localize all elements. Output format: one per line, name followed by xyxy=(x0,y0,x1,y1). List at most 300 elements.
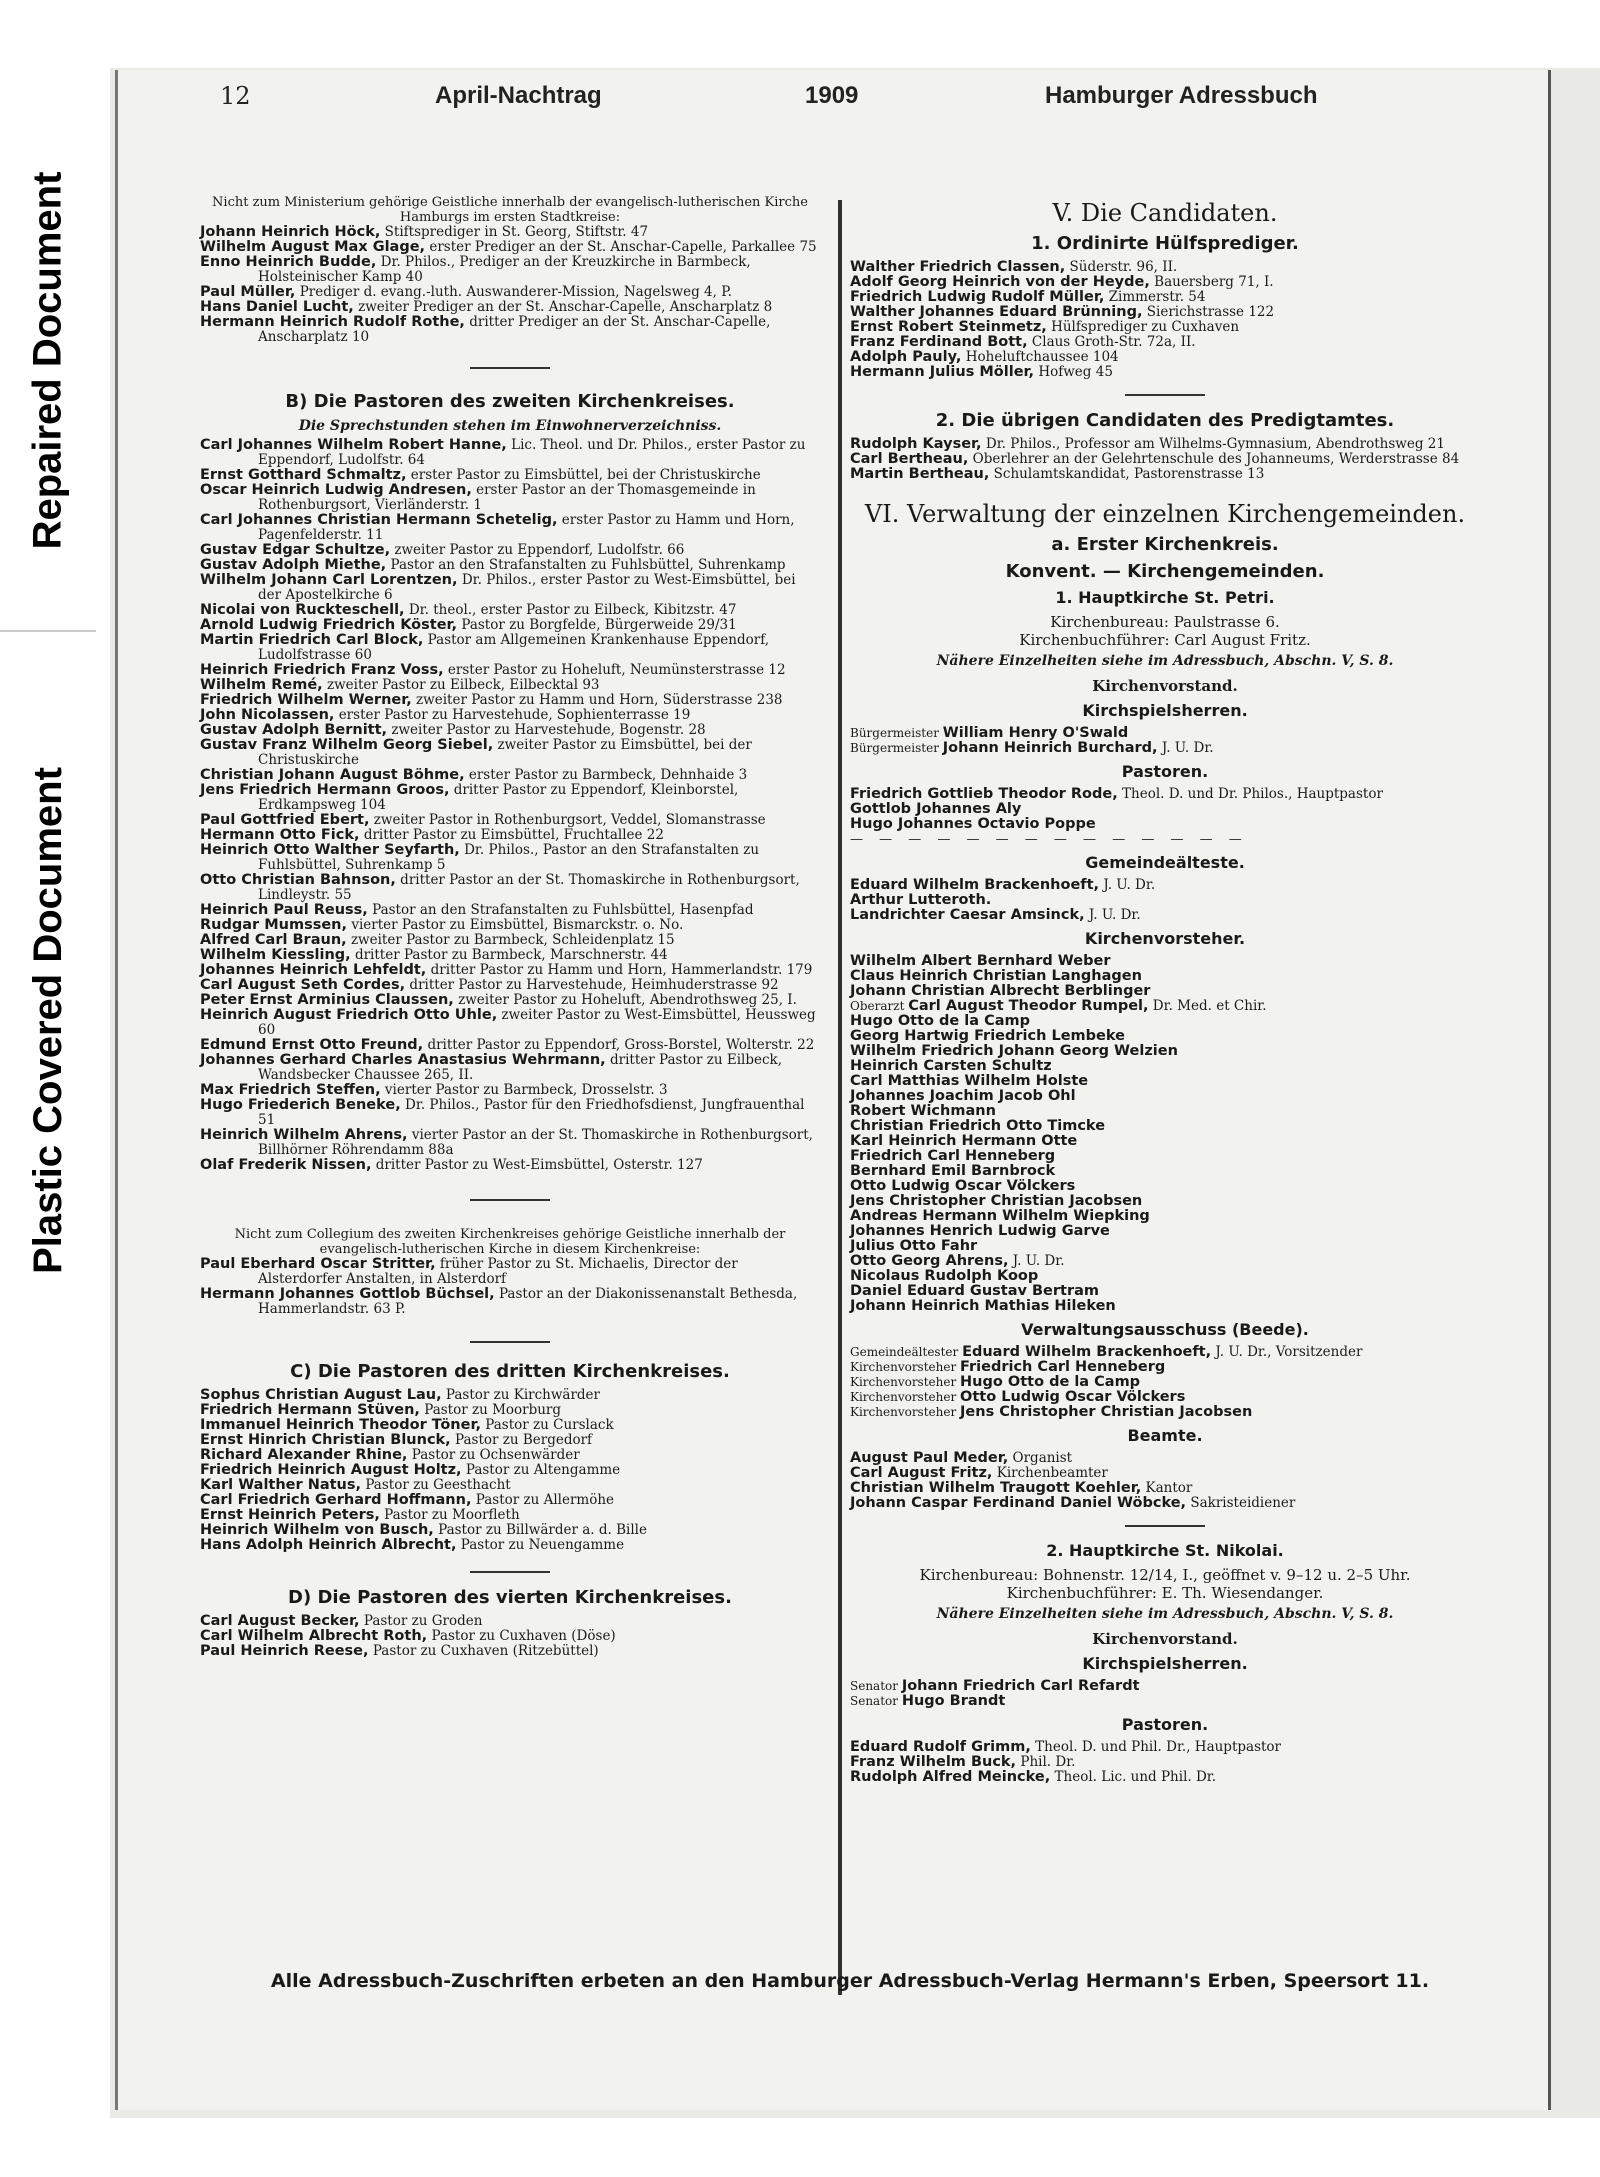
entry-detail: zweiter Pastor zu Hoheluft, Abendrothsweg 25, I. xyxy=(453,992,797,1008)
entry-name: Georg Hartwig Friedrich Lembeke xyxy=(850,1028,1125,1044)
entry-name: Jens Friedrich Hermann Groos, xyxy=(200,782,450,798)
entry xyxy=(850,335,1480,350)
entry-name: Rudolph Alfred Meincke, xyxy=(850,1769,1051,1785)
entry-name: Christian Wilhelm Traugott Koehler, xyxy=(850,1480,1142,1496)
entry-name: Max Friedrich Steffen, xyxy=(200,1082,381,1098)
entry-name: Christian Friedrich Otto Timcke xyxy=(850,1118,1106,1134)
entry-name: Franz Wilhelm Buck, xyxy=(850,1754,1017,1770)
church-title: 1. Hauptkirche St. Petri. xyxy=(1055,588,1275,607)
entry-detail: Pastor zu Allermöhe xyxy=(471,1492,615,1508)
entry-name: Friedrich Gottlieb Theodor Rode, xyxy=(850,786,1118,802)
entry-detail: zweiter Pastor zu Harvestehude, Bogenstr. 28 xyxy=(387,722,706,738)
entry-name: Carl August Fritz, xyxy=(850,1465,993,1481)
entry-name: Carl Friedrich Gerhard Hoffmann, xyxy=(200,1492,472,1508)
group-heading: Gemeindeälteste. xyxy=(1085,853,1245,872)
entry-detail: erster Prediger an der St. Anschar-Capelle, Parkallee 75 xyxy=(425,239,817,255)
entry xyxy=(850,1269,1480,1284)
entry xyxy=(200,903,820,918)
entry xyxy=(850,817,1480,832)
entry-detail: zweiter Pastor zu West-Eimsbüttel, Heussweg 60 xyxy=(258,1007,816,1038)
entry xyxy=(850,984,1480,999)
entry xyxy=(850,1149,1480,1164)
entry-name: Jens Christopher Christian Jacobsen xyxy=(850,1193,1143,1209)
entry xyxy=(850,999,1480,1014)
entry-list xyxy=(850,1679,1480,1709)
entry-role: Senator xyxy=(850,1694,902,1708)
entry-detail: Theol. D. und Phil. Dr., Hauptpastor xyxy=(1030,1739,1282,1755)
group-heading: Pastoren. xyxy=(1121,762,1209,781)
entry xyxy=(850,1224,1480,1239)
entry-name: Otto Georg Ahrens, xyxy=(850,1253,1009,1269)
entry xyxy=(200,723,820,738)
entry-name: Walther Johannes Eduard Brünning, xyxy=(850,304,1143,320)
entry-name: Johannes Heinrich Lehfeldt, xyxy=(200,962,427,978)
entry xyxy=(850,1074,1480,1089)
entry xyxy=(200,993,820,1008)
subsection-heading: Konvent. — Kirchengemeinden. xyxy=(1005,561,1325,582)
section-note: Die Sprechstunden stehen im Einwohnerverzeichniss. xyxy=(298,418,722,434)
entry-name: Hugo Johannes Octavio Poppe xyxy=(850,816,1096,832)
entry-detail: erster Pastor zu Hoheluft, Neumünsterstrasse 12 xyxy=(443,662,786,678)
entry xyxy=(200,933,820,948)
entry xyxy=(850,1466,1480,1481)
entry-name: Ernst Gotthard Schmaltz, xyxy=(200,467,407,483)
entry xyxy=(850,1209,1480,1224)
entry xyxy=(200,1287,820,1317)
entry-name: Gustav Edgar Schultze, xyxy=(200,542,391,558)
entry-list xyxy=(850,1451,1480,1511)
repaired-document-tab xyxy=(0,90,96,632)
entry-role: Kirchenvorsteher xyxy=(850,1375,961,1389)
entry-name: Johannes Gerhard Charles Anastasius Wehrmann, xyxy=(200,1052,606,1068)
entry-detail: J. U. Dr., Vorsitzender xyxy=(1211,1344,1363,1360)
entry-list xyxy=(200,438,820,1173)
entry xyxy=(200,513,820,543)
entry xyxy=(850,305,1480,320)
entry-name: Johann Friedrich Carl Refardt xyxy=(901,1678,1140,1694)
entry-name: Eduard Wilhelm Brackenhoeft, xyxy=(962,1344,1212,1360)
entry-name: Carl Johannes Wilhelm Robert Hanne, xyxy=(200,437,507,453)
entry-list xyxy=(850,260,1480,380)
entry xyxy=(850,1029,1480,1044)
entry-name: Arnold Ludwig Friedrich Köster, xyxy=(200,617,458,633)
entry-name: Hugo Friederich Beneke, xyxy=(200,1097,401,1113)
entry-detail: dritter Pastor zu West-Eimsbüttel, Osterstr. 127 xyxy=(371,1157,703,1173)
entry-detail: Sierichstrasse 122 xyxy=(1142,304,1275,320)
entry xyxy=(200,978,820,993)
entry-detail: J. U. Dr. xyxy=(1008,1253,1065,1269)
section-rule xyxy=(470,1571,550,1573)
entry xyxy=(200,558,820,573)
entry-name: Robert Wichmann xyxy=(850,1103,996,1119)
entry-name: Heinrich Carsten Schultz xyxy=(850,1058,1052,1074)
plastic-covered-label: Plastic Covered Document xyxy=(25,766,70,1274)
entry-name: Andreas Hermann Wilhelm Wiepking xyxy=(850,1208,1150,1224)
left-column xyxy=(200,195,820,1659)
intro-text: Nicht zum Ministerium gehörige Geistliche innerhalb der evangelisch-lutherischen Kirche Hamburgs im ersten Stadtkreise: xyxy=(212,195,808,225)
section-rule xyxy=(1125,1525,1205,1527)
entry-detail: Kantor xyxy=(1141,1480,1193,1496)
entry xyxy=(850,1360,1480,1375)
entry-name: Claus Heinrich Christian Langhagen xyxy=(850,968,1142,984)
entry-name: Johann Heinrich Höck, xyxy=(200,224,381,240)
entry-name: Johann Caspar Ferdinand Daniel Wöbcke, xyxy=(850,1495,1187,1511)
entry xyxy=(850,1679,1480,1694)
entry-detail: früher Pastor zu St. Michaelis, Director der Alsterdorfer Anstalten, in Alsterdorf xyxy=(258,1256,738,1287)
entry-detail: erster Pastor zu Harvestehude, Sophienterrasse 19 xyxy=(334,707,691,723)
entry-name: Wilhelm Remé, xyxy=(200,677,323,693)
entry-detail: Organist xyxy=(1008,1450,1073,1466)
entry xyxy=(200,768,820,783)
entry xyxy=(200,1418,820,1433)
group-heading: Kirchspielsherren. xyxy=(1082,1654,1248,1673)
entry-role: Senator xyxy=(850,1679,902,1693)
entry xyxy=(850,365,1480,380)
entry xyxy=(200,1403,820,1418)
section-heading: C) Die Pastoren des dritten Kirchenkreises. xyxy=(290,1361,730,1382)
entry-name: August Paul Meder, xyxy=(850,1450,1009,1466)
entry-name: Ernst Robert Steinmetz, xyxy=(850,319,1047,335)
entry xyxy=(200,663,820,678)
entry xyxy=(200,1629,820,1644)
entry xyxy=(200,828,820,843)
chapter-heading: V. Die Candidaten. xyxy=(1052,199,1278,227)
entry-name: Otto Christian Bahnson, xyxy=(200,872,396,888)
entry-name: Rudolph Kayser, xyxy=(850,436,982,452)
entry xyxy=(200,693,820,708)
entry xyxy=(850,260,1480,275)
footer-notice: Alle Adressbuch-Zuschriften erbeten an den Hamburger Adressbuch-Verlag Hermann's Erben, Speersort 11. xyxy=(270,1970,1430,1992)
entry-name: Friedrich Wilhelm Werner, xyxy=(200,692,412,708)
entry xyxy=(850,1481,1480,1496)
entry-detail: Pastor zu Groden xyxy=(359,1613,483,1629)
page-header xyxy=(110,82,1520,122)
entry-detail: Prediger d. evang.-luth. Auswanderer-Mission, Nagelsweg 4, P. xyxy=(295,284,732,300)
entry-role: Kirchenvorsteher xyxy=(850,1390,961,1404)
entry-name: Hermann Julius Möller, xyxy=(850,364,1035,380)
entry-detail: dritter Pastor an der St. Thomaskirche in Rothenburgsort, Lindleystr. 55 xyxy=(258,872,800,903)
group-heading: Verwaltungsausschuss (Beede). xyxy=(1021,1320,1309,1339)
entry-name: Oscar Heinrich Ludwig Andresen, xyxy=(200,482,472,498)
entry-list xyxy=(200,1388,820,1553)
entry-name: William Henry O'Swald xyxy=(942,725,1129,741)
entry xyxy=(850,741,1480,756)
entry-detail: Pastor zu Geesthacht xyxy=(361,1477,511,1493)
entry-name: Franz Ferdinand Bott, xyxy=(850,334,1028,350)
entry xyxy=(850,954,1480,969)
entry-detail: Sakristeidiener xyxy=(1186,1495,1296,1511)
entry xyxy=(200,1508,820,1523)
entry xyxy=(200,225,820,240)
entry xyxy=(200,438,820,468)
entry-detail: Pastor zu Cuxhaven (Ritzebüttel) xyxy=(368,1643,599,1659)
entry-name: Olaf Frederik Nissen, xyxy=(200,1157,372,1173)
entry-detail: erster Pastor zu Hamm und Horn, Pagenfelderstr. 11 xyxy=(258,512,795,543)
entry-detail: Dr. theol., erster Pastor zu Eilbeck, Kibitzstr. 47 xyxy=(404,602,737,618)
section-rule xyxy=(470,1341,550,1343)
entry xyxy=(850,1044,1480,1059)
entry xyxy=(850,1254,1480,1269)
entry xyxy=(850,350,1480,365)
entry-list xyxy=(850,1740,1480,1785)
entry-name: Hans Daniel Lucht, xyxy=(200,299,354,315)
entry xyxy=(850,1179,1480,1194)
entry xyxy=(200,1098,820,1128)
right-column xyxy=(850,195,1480,1785)
entry-name: Edmund Ernst Otto Freund, xyxy=(200,1037,424,1053)
entry-role: Oberarzt xyxy=(850,999,909,1013)
entry-name: Johannes Joachim Jacob Ohl xyxy=(850,1088,1076,1104)
entry-name: Adolph Pauly, xyxy=(850,349,962,365)
entry xyxy=(200,813,820,828)
entry-detail: zweiter Pastor zu Eimsbüttel, bei der Christuskirche xyxy=(258,737,752,768)
entry-name: Paul Müller, xyxy=(200,284,296,300)
church-bureau: Kirchenbureau: Bohnenstr. 12/14, I., geöffnet v. 9–12 u. 2–5 Uhr. xyxy=(919,1566,1411,1584)
entry xyxy=(200,963,820,978)
entry-name: Hermann Johannes Gottlob Büchsel, xyxy=(200,1286,495,1302)
entry xyxy=(200,255,820,285)
entry-name: Carl Johannes Christian Hermann Schetelig, xyxy=(200,512,558,528)
entry-list xyxy=(200,1257,820,1317)
entry-detail: Stiftsprediger in St. Georg, Stiftstr. 47 xyxy=(380,224,649,240)
entry-name: Gustav Adolph Bernitt, xyxy=(200,722,388,738)
entry-name: Paul Heinrich Reese, xyxy=(200,1643,369,1659)
entry xyxy=(200,843,820,873)
entry xyxy=(850,1375,1480,1390)
entry-list xyxy=(850,787,1480,832)
section-rule xyxy=(470,1199,550,1201)
entry-detail: erster Pastor zu Eimsbüttel, bei der Christuskirche xyxy=(406,467,761,483)
entry xyxy=(200,1053,820,1083)
entry-detail: erster Pastor zu Barmbeck, Dehnhaide 3 xyxy=(464,767,748,783)
entry xyxy=(850,1134,1480,1149)
section-rule xyxy=(470,367,550,369)
entry xyxy=(850,802,1480,817)
entry xyxy=(850,893,1480,908)
entry xyxy=(850,1770,1480,1785)
entry xyxy=(200,468,820,483)
church-bookkeeper: Kirchenbuchführer: E. Th. Wiesendanger. xyxy=(1006,1584,1324,1602)
entry-name: Paul Gottfried Ebert, xyxy=(200,812,370,828)
entry xyxy=(850,1194,1480,1209)
entry-detail: Pastor zu Neuengamme xyxy=(456,1537,625,1553)
entry-name: Friedrich Heinrich August Holtz, xyxy=(200,1462,462,1478)
entry-name: Ernst Hinrich Christian Blunck, xyxy=(200,1432,451,1448)
entry-name: Heinrich Otto Walther Seyfarth, xyxy=(200,842,460,858)
board-heading: Kirchenvorstand. xyxy=(1092,677,1238,695)
entry-name: Heinrich Paul Reuss, xyxy=(200,902,368,918)
entry-name: Heinrich August Friedrich Otto Uhle, xyxy=(200,1007,498,1023)
entry xyxy=(200,300,820,315)
entry-name: Alfred Carl Braun, xyxy=(200,932,347,948)
entry xyxy=(850,437,1480,452)
entry xyxy=(850,1694,1480,1709)
entry xyxy=(200,1478,820,1493)
entry-detail: Kirchenbeamter xyxy=(992,1465,1108,1481)
entry xyxy=(200,1257,820,1287)
entry xyxy=(200,1158,820,1173)
entry xyxy=(200,1008,820,1038)
section-heading: D) Die Pastoren des vierten Kirchenkreises. xyxy=(288,1587,732,1608)
page-number: 12 xyxy=(220,82,251,110)
entry-list xyxy=(200,225,820,345)
entry-name: Walther Friedrich Classen, xyxy=(850,259,1066,275)
church-title: 2. Hauptkirche St. Nikolai. xyxy=(1046,1541,1284,1560)
entry-detail: Zimmerstr. 54 xyxy=(1104,289,1206,305)
entry-name: Eduard Rudolf Grimm, xyxy=(850,1739,1031,1755)
subsection-heading: 1. Ordinirte Hülfsprediger. xyxy=(1031,233,1299,254)
entry-name: Ernst Heinrich Peters, xyxy=(200,1507,380,1523)
entry xyxy=(850,1119,1480,1134)
entry-detail: Oberlehrer an der Gelehrtenschule des Johanneums, Werderstrasse 84 xyxy=(968,451,1460,467)
entry-detail: vierter Pastor zu Eimsbüttel, Bismarckstr. o. No. xyxy=(347,917,684,933)
entry-name: Peter Ernst Arminius Claussen, xyxy=(200,992,454,1008)
subsection-heading: a. Erster Kirchenkreis. xyxy=(1051,534,1279,555)
entry-detail: dritter Pastor zu Eilbeck, Wandsbecker Chaussee 265, II. xyxy=(258,1052,782,1083)
entry-detail: Schulamtskandidat, Pastorenstrasse 13 xyxy=(989,466,1265,482)
entry-role: Gemeindeältester xyxy=(850,1345,963,1359)
entry-list xyxy=(850,437,1480,482)
entry xyxy=(200,1493,820,1508)
entry-name: Wilhelm Kiessling, xyxy=(200,947,351,963)
entry xyxy=(200,1463,820,1478)
entry xyxy=(850,452,1480,467)
entry-name: Hugo Otto de la Camp xyxy=(850,1013,1031,1029)
entry-name: Julius Otto Fahr xyxy=(850,1238,978,1254)
entry xyxy=(200,1433,820,1448)
entry-detail: Hofweg 45 xyxy=(1034,364,1113,380)
entry-detail: dritter Pastor zu Eimsbüttel, Fruchtallee 22 xyxy=(359,827,664,843)
entry-name: Karl Heinrich Hermann Otte xyxy=(850,1133,1078,1149)
entry xyxy=(200,315,820,345)
church-bookkeeper: Kirchenbuchführer: Carl August Fritz. xyxy=(1019,631,1311,649)
entry-detail: Pastor zu Borgfelde, Bürgerweide 29/31 xyxy=(457,617,737,633)
entry-name: Otto Ludwig Oscar Völckers xyxy=(850,1178,1076,1194)
entry-name: Christian Johann August Böhme, xyxy=(200,767,465,783)
entry xyxy=(200,1523,820,1538)
entry xyxy=(850,878,1480,893)
entry-name: Hugo Otto de la Camp xyxy=(960,1374,1141,1390)
entry-name: Karl Walther Natus, xyxy=(200,1477,362,1493)
entry-detail: Phil. Dr. xyxy=(1016,1754,1076,1770)
entry-detail: Claus Groth-Str. 72a, II. xyxy=(1027,334,1196,350)
entry-list xyxy=(850,878,1480,923)
group-heading: Kirchenvorsteher. xyxy=(1084,929,1246,948)
section-heading: B) Die Pastoren des zweiten Kirchenkreises. xyxy=(285,391,735,412)
entry xyxy=(200,1448,820,1463)
entry xyxy=(850,1164,1480,1179)
entry xyxy=(850,1284,1480,1299)
entry-detail: Pastor am Allgemeinen Krankenhause Eppendorf, Ludolfstrasse 60 xyxy=(258,632,769,663)
entry-name: Heinrich Friedrich Franz Voss, xyxy=(200,662,444,678)
entry xyxy=(200,918,820,933)
entry-detail: Lic. Theol. und Dr. Philos., erster Pastor zu Eppendorf, Ludolfstr. 64 xyxy=(258,437,806,468)
entry xyxy=(200,1614,820,1629)
entry-detail: zweiter Pastor zu Hamm und Horn, Süderstrasse 238 xyxy=(411,692,783,708)
entry-detail: Pastor an den Strafanstalten zu Fuhlsbüttel, Suhrenkamp xyxy=(386,557,786,573)
entry-detail: zweiter Pastor zu Eilbeck, Eilbecktal 93 xyxy=(322,677,600,693)
entry-name: Otto Ludwig Oscar Völckers xyxy=(960,1389,1186,1405)
entry xyxy=(200,708,820,723)
header-section: April-Nachtrag xyxy=(435,82,602,109)
entry-name: Nicolaus Rudolph Koop xyxy=(850,1268,1039,1284)
entry-name: Nicolai von Ruckteschell, xyxy=(200,602,405,618)
entry-detail: vierter Pastor zu Barmbeck, Drosselstr. 3 xyxy=(380,1082,668,1098)
dash-line: — — — — — — — — — — — — — — xyxy=(850,832,1248,847)
entry-name: Eduard Wilhelm Brackenhoeft, xyxy=(850,877,1100,893)
entry-name: Friedrich Carl Henneberg xyxy=(850,1148,1056,1164)
entry-name: Richard Alexander Rhine, xyxy=(200,1447,408,1463)
entry-name: Sophus Christian August Lau, xyxy=(200,1387,442,1403)
entry-detail: zweiter Pastor zu Barmbeck, Schleidenplatz 15 xyxy=(346,932,675,948)
entry xyxy=(850,467,1480,482)
entry-name: Rudgar Mumssen, xyxy=(200,917,348,933)
church-note: Nähere Einzelheiten siehe im Adressbuch, Abschn. V, S. 8. xyxy=(936,1606,1394,1622)
entry-name: Jens Christopher Christian Jacobsen xyxy=(960,1404,1253,1420)
entry xyxy=(200,948,820,963)
group-heading: Beamte. xyxy=(1127,1426,1203,1445)
entry xyxy=(850,1014,1480,1029)
entry-detail: vierter Pastor an der St. Thomaskirche in Rothenburgsort, Billhörner Röhrendamm 88a xyxy=(258,1127,813,1158)
entry xyxy=(850,1405,1480,1420)
entry-detail: Dr. Philos., erster Pastor zu West-Eimsbüttel, bei der Apostelkirche 6 xyxy=(258,572,796,603)
entry-detail: Hülfsprediger zu Cuxhaven xyxy=(1046,319,1240,335)
entry xyxy=(850,1740,1480,1755)
entry-name: Gustav Franz Wilhelm Georg Siebel, xyxy=(200,737,494,753)
entry-detail: Pastor zu Curslack xyxy=(480,1417,614,1433)
chapter-heading: VI. Verwaltung der einzelnen Kirchengemeinden. xyxy=(864,500,1466,528)
board-heading: Kirchenvorstand. xyxy=(1092,1630,1238,1648)
header-year: 1909 xyxy=(805,82,859,109)
entry xyxy=(200,483,820,513)
entry-name: Arthur Lutteroth. xyxy=(850,892,992,908)
entry-list xyxy=(200,1614,820,1659)
entry-detail: Pastor zu Kirchwärder xyxy=(441,1387,600,1403)
entry-name: Immanuel Heinrich Theodor Töner, xyxy=(200,1417,481,1433)
entry xyxy=(850,969,1480,984)
entry-role: Kirchenvorsteher xyxy=(850,1360,961,1374)
entry-name: Martin Friedrich Carl Block, xyxy=(200,632,424,648)
entry-detail: dritter Prediger an der St. Anschar-Capelle, Anscharplatz 10 xyxy=(258,314,771,345)
entry-detail: Pastor zu Bergedorf xyxy=(450,1432,593,1448)
entry-name: Carl August Becker, xyxy=(200,1613,360,1629)
entry xyxy=(850,1496,1480,1511)
entry-name: Carl Wilhelm Albrecht Roth, xyxy=(200,1628,428,1644)
entry-name: Carl Matthias Wilhelm Holste xyxy=(850,1073,1089,1089)
entry xyxy=(850,290,1480,305)
entry-detail: dritter Pastor zu Eppendorf, Kleinborstel, Erdkampsweg 104 xyxy=(258,782,739,813)
entry-detail: Dr. Philos., Professor am Wilhelms-Gymnasium, Abendrothsweg 21 xyxy=(981,436,1445,452)
entry xyxy=(850,275,1480,290)
header-title: Hamburger Adressbuch xyxy=(1045,82,1318,109)
section-rule xyxy=(1125,394,1205,396)
entry-name: Bernhard Emil Barnbrock xyxy=(850,1163,1056,1179)
entry-name: Friedrich Hermann Stüven, xyxy=(200,1402,420,1418)
intro-text: Nicht zum Collegium des zweiten Kirchenkreises gehörige Geistliche innerhalb der evangelisch-lutherischen Kirche in diesem Kirchenkreise: xyxy=(234,1227,786,1257)
entry-name: Gustav Adolph Miethe, xyxy=(200,557,387,573)
entry-detail: J. U. Dr. xyxy=(1157,740,1214,756)
entry-detail: J. U. Dr. xyxy=(1099,877,1156,893)
entry-name: Wilhelm August Max Glage, xyxy=(200,239,426,255)
entry-name: Johann Christian Albrecht Berblinger xyxy=(850,983,1151,999)
entry-detail: Süderstr. 96, II. xyxy=(1065,259,1178,275)
entry xyxy=(200,633,820,663)
entry-name: Landrichter Caesar Amsinck, xyxy=(850,907,1085,923)
entry-detail: dritter Pastor zu Hamm und Horn, Hammerlandstr. 179 xyxy=(426,962,813,978)
entry xyxy=(850,1299,1480,1314)
entry-name: Enno Heinrich Budde, xyxy=(200,254,377,270)
entry-role: Kirchenvorsteher xyxy=(850,1405,961,1419)
